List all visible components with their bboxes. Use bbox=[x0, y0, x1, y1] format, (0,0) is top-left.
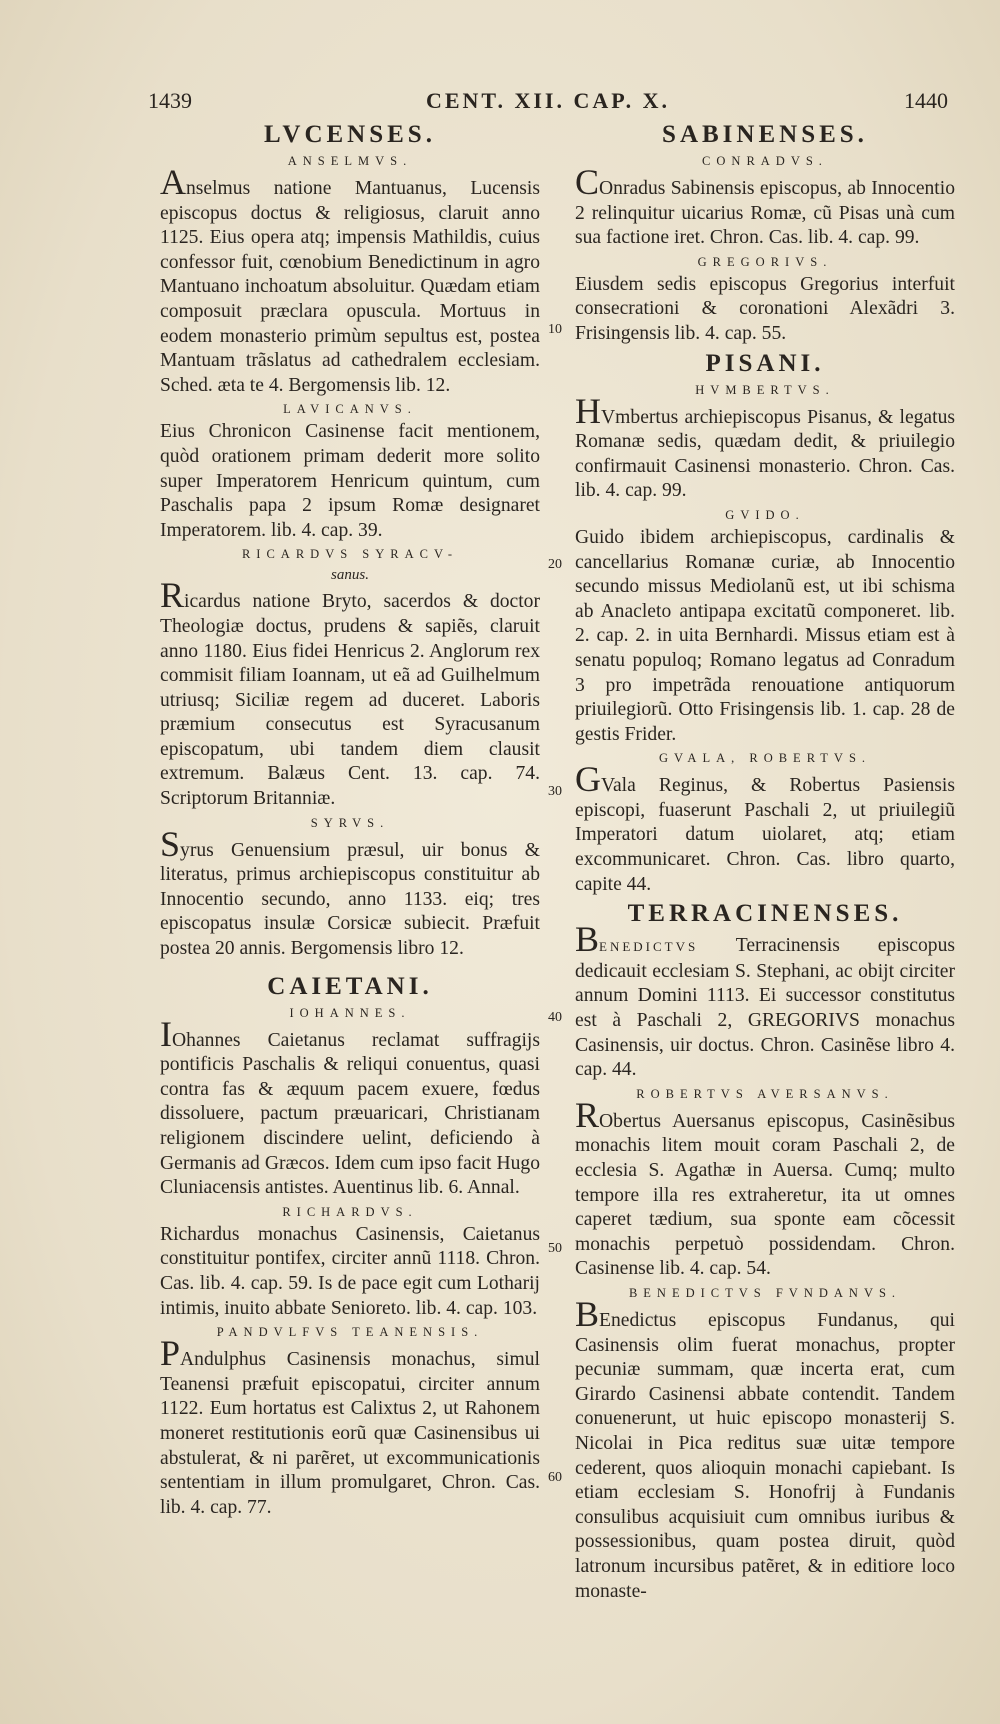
entry-text: Richardus monachus Casinensis, Caietanus constituitur pontifex, circiter annũ 1118. Chron. Cas. lib. 4. cap. 59. Is de pace egit cum Lotharij intimis, inuito abbate Senioreto. lib. 4. cap. 103. bbox=[160, 1223, 540, 1319]
entry-text: HVmbertus archiepiscopus Pisanus, & legatus Romanæ sedis, quædam dedit, & priuilegio confirmauit Casinensi monasterio. Chron. Cas. lib. 4. cap. 99. bbox=[575, 390, 955, 502]
entry-heading: ROBERTVS AVERSANVS. bbox=[636, 1086, 894, 1101]
entry-text: Ricardus natione Bryto, sacerdos & doctor Theologiæ doctus, prudens & sapiẽs, claruit anno 1180. Eius fidei Henricus 2. Anglorum rex commisit filiam Ioannam, ut eã ad Guilhelmum utriusq; Siciliæ regem ad duceret. Laboris præmium consecutus est Syracusanum episcopatum, ubi tandem diem clausit extremum. Balæus Cent. 13. cap. 74. Scriptorum Britanniæ. bbox=[160, 575, 540, 810]
entry-heading-cont: sanus. bbox=[331, 567, 369, 584]
drop-initial: R bbox=[575, 1094, 600, 1135]
line-number: 10 bbox=[548, 322, 562, 337]
entry-text: Syrus Genuensium præsul, uir bonus & literatus, primus archiepiscopus constituitur ab Innocentio secundo, anno 1133. eiq; tres episcopatus insulæ Corsicæ subiecit. Præfuit postea 20 annis. Bergomensis libro 12. bbox=[160, 823, 540, 960]
drop-initial: A bbox=[160, 162, 186, 202]
entry-heading: LAVICANVS. bbox=[283, 402, 417, 417]
section-title: SABINENSES. bbox=[662, 121, 868, 148]
right-column bbox=[575, 118, 955, 1604]
entry-heading: BENEDICTVS FVNDANVS. bbox=[628, 1285, 902, 1300]
entry-heading: RICHARDVS. bbox=[282, 1204, 418, 1219]
entry-heading: CONRADVS. bbox=[702, 154, 828, 168]
left-column bbox=[160, 118, 540, 1520]
drop-initial: S bbox=[160, 823, 181, 864]
entry-text: IOhannes Caietanus reclamat suffragijs pontificis Paschalis & reliqui conuentus, quasi contra fas & æquum pacem exuere, fœdus dissoluere, pactum præuaricari, Christianam religionem discindere uelint, deficiendo à Germanis ad Græcos. Idem cum ipso facit Hugo Cluniacensis antistes. Auentinus lib. 6. Annal. bbox=[160, 1013, 540, 1199]
line-number: 60 bbox=[548, 1470, 562, 1485]
entry-heading: GVALA, ROBERTVS. bbox=[658, 751, 872, 766]
drop-initial: C bbox=[575, 162, 600, 202]
entry-text: BEnedictus episcopus Fundanus, qui Casinensis olim fuerat monachus, propter pecuniæ summam, quæ incerta erat, cum Girardo Casinensi abbate contendit. Tandem conuenerunt, ut huic episcopo monasterij S. Nicolai in Pica reditus suæ uitæ tempore cederent, quos alioquin monachi capiebant. Is etiam ecclesiam S. Honofrij à Fundanis consulibus acquisiuit cum omnibus iuribus & possessionibus, quam postea diruit, quòd latronum incursibus patẽret, & in editiore loco monaste- bbox=[575, 1293, 955, 1602]
page-number-right: 1440 bbox=[904, 88, 948, 113]
line-number: 30 bbox=[548, 784, 562, 799]
entry-heading: PANDVLFVS TEANENSIS. bbox=[216, 1325, 484, 1340]
entry-text: COnradus Sabinensis episcopus, ab Innocentio 2 relinquitur uicarius Romæ, cũ Pisas unà cum sua factione iret. Chron. Cas. lib. 4. cap. 99. bbox=[575, 162, 955, 249]
section-title: TERRACINENSES. bbox=[627, 900, 903, 928]
entry-heading: HVMBERTVS. bbox=[695, 382, 835, 397]
drop-initial: P bbox=[160, 1333, 181, 1374]
entry-heading: GVIDO. bbox=[725, 507, 805, 522]
entry-lead: ENEDICTVS bbox=[599, 939, 699, 955]
entry-heading: RICARDVS SYRACV- bbox=[241, 547, 459, 562]
drop-initial: G bbox=[575, 759, 601, 800]
drop-initial: H bbox=[575, 390, 601, 431]
entry-text: Anselmus natione Mantuanus, Lucensis episcopus doctus & religiosus, claruit anno 1125. Eius opera atq; impensis Mathildis, cuius confessor fuit, cœnobium Benedictinum in agro Mantuano inchoatum absoluitur. Quædam etiam composuit præclara opuscula. Mortuus in eodem monasterio primùm sepultus est, postea Mantuam trãslatus ad cathedralem ecclesiam. Sched. æta te 4. Bergomensis lib. 12. bbox=[160, 162, 540, 396]
drop-initial: B bbox=[575, 1293, 600, 1334]
entry-text: Eius Chronicon Casinense facit mentionem, quòd orationem primam dederit more solito super Imperatorem Henricum quintum, cum Paschalis papa 2 ipsum Romæ designaret Imperatorem. lib. 4. cap. 39. bbox=[160, 421, 540, 541]
running-title: CENT. XII. CAP. X. bbox=[425, 88, 671, 113]
entry-heading: IOHANNES. bbox=[289, 1005, 411, 1020]
entry-heading: ANSELMVS. bbox=[287, 154, 413, 168]
line-number: 20 bbox=[548, 557, 562, 572]
entry-text: BENEDICTVS Terracinensis episcopus dedicauit ecclesiam S. Stephani, ac obijt circiter annum Domini 1113. Ei successor constitutus est à Paschali 2, GREGORIVS monachus Casinensis, uir doctus. Chron. Casinẽse libro 4. cap. 44. bbox=[575, 919, 955, 1081]
page-number-left: 1439 bbox=[148, 88, 192, 113]
line-number: 40 bbox=[548, 1010, 562, 1025]
entry-heading: SYRVS. bbox=[310, 815, 390, 830]
entry-heading: GREGORIVS. bbox=[697, 254, 833, 269]
entry-text: PAndulphus Casinensis monachus, simul Teanensi præfuit episcopatui, circiter annum 1122. Eum hortatus est Calixtus 2, ut Rahonem moneret restitutionis eorũ quæ Casinensibus ui abstulerat, & ni parẽret, ut excommunicationis sententiam in illum promulgaret, Chron. Cas. lib. 4. cap. 77. bbox=[160, 1333, 540, 1518]
entry-text: Guido ibidem archiepiscopus, cardinalis & cancellarius Romanæ curiæ, ab Innocentio secundo missus Mediolanũ est, ut ibi schisma ab Anacleto antipapa excitatũ componeret. lib. 2. cap. 2. in uita Bernhardi. Missus etiam est à senatu populoq; Romano legatus ad Conradum 3 pro impetrãda renouatione antiquorum priuilegiorũ. Otto Frisingensis lib. 1. cap. 28 de gestis Frider. bbox=[575, 526, 955, 745]
drop-initial: I bbox=[160, 1013, 172, 1054]
section-title: PISANI. bbox=[705, 349, 825, 377]
entry-text: Eiusdem sedis episcopus Gregorius interfuit consecrationi & coronationi Alexãdri 3. Frisingensis lib. 4. cap. 55. bbox=[575, 273, 955, 344]
section-title: CAIETANI. bbox=[267, 972, 433, 1000]
entry-text: GVala Reginus, & Robertus Pasiensis episcopi, fuaserunt Paschali 2, ut priuilegiũ Imperatori datum uiolaret, atq; etiam excommunicaret. Chron. Cas. libro quarto, capite 44. bbox=[575, 759, 955, 895]
drop-initial: R bbox=[160, 575, 185, 616]
drop-initial: B bbox=[575, 919, 600, 960]
entry-text: RObertus Auersanus episcopus, Casinẽsibus monachis litem mouit coram Paschali 2, de ecclesia S. Agathæ in Auersa. Cumq; multo tempore illa res extraheretur, ita ut omnes caperet tædium, sua sponte eam cõcessit monachis perpetuò possidendam. Chron. Casinense lib. 4. cap. 54. bbox=[575, 1094, 955, 1280]
section-title: LVCENSES. bbox=[264, 121, 436, 148]
line-number: 50 bbox=[548, 1241, 562, 1256]
